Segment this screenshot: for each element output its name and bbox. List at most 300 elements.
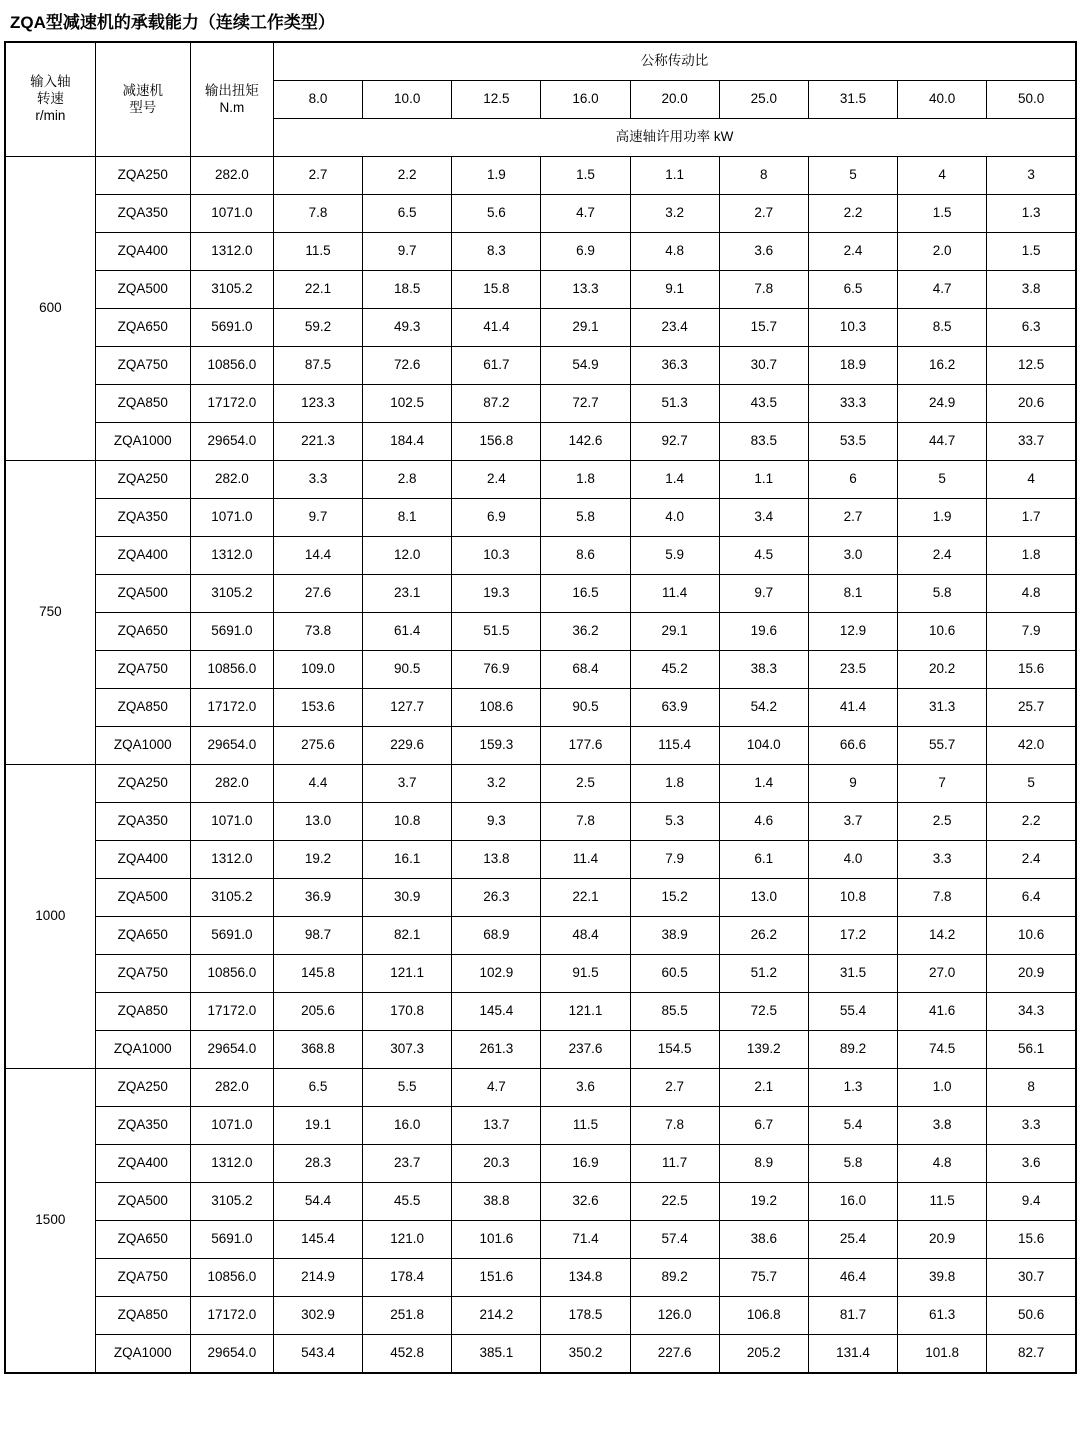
power-cell: 6.9 bbox=[541, 233, 630, 271]
power-cell: 10.8 bbox=[808, 879, 897, 917]
power-cell: 81.7 bbox=[808, 1297, 897, 1335]
power-cell: 3.7 bbox=[363, 765, 452, 803]
power-cell: 23.7 bbox=[363, 1145, 452, 1183]
table-row bbox=[5, 955, 1076, 993]
power-cell: 31.5 bbox=[808, 955, 897, 993]
header-model bbox=[95, 42, 190, 157]
power-cell: 3.3 bbox=[898, 841, 987, 879]
power-cell: 2.7 bbox=[719, 195, 808, 233]
power-cell: 33.7 bbox=[987, 423, 1076, 461]
power-cell: 16.0 bbox=[808, 1183, 897, 1221]
table-row bbox=[5, 1183, 1076, 1221]
power-cell: 3.8 bbox=[898, 1107, 987, 1145]
power-cell: 51.2 bbox=[719, 955, 808, 993]
power-cell: 50.6 bbox=[987, 1297, 1076, 1335]
power-cell: 33.3 bbox=[808, 385, 897, 423]
torque-cell: 282.0 bbox=[190, 1069, 273, 1107]
torque-cell: 3105.2 bbox=[190, 575, 273, 613]
power-cell: 6.5 bbox=[808, 271, 897, 309]
power-cell: 20.2 bbox=[898, 651, 987, 689]
power-cell: 14.4 bbox=[273, 537, 362, 575]
power-cell: 8.1 bbox=[808, 575, 897, 613]
power-cell: 6.3 bbox=[987, 309, 1076, 347]
power-cell: 139.2 bbox=[719, 1031, 808, 1069]
header-output-torque-line2: N.m bbox=[219, 99, 245, 115]
power-cell: 1.9 bbox=[898, 499, 987, 537]
power-cell: 11.5 bbox=[541, 1107, 630, 1145]
model-cell: ZQA650 bbox=[95, 1221, 190, 1259]
table-row bbox=[5, 613, 1076, 651]
power-cell: 121.1 bbox=[363, 955, 452, 993]
power-cell: 32.6 bbox=[541, 1183, 630, 1221]
power-cell: 92.7 bbox=[630, 423, 719, 461]
power-cell: 2.4 bbox=[898, 537, 987, 575]
power-cell: 156.8 bbox=[452, 423, 541, 461]
power-cell: 2.5 bbox=[898, 803, 987, 841]
model-cell: ZQA350 bbox=[95, 1107, 190, 1145]
torque-cell: 1312.0 bbox=[190, 1145, 273, 1183]
power-cell: 6.9 bbox=[452, 499, 541, 537]
model-cell: ZQA850 bbox=[95, 689, 190, 727]
torque-cell: 1312.0 bbox=[190, 537, 273, 575]
table-row bbox=[5, 879, 1076, 917]
torque-cell: 29654.0 bbox=[190, 727, 273, 765]
power-cell: 145.4 bbox=[452, 993, 541, 1031]
model-cell: ZQA500 bbox=[95, 879, 190, 917]
power-cell: 55.4 bbox=[808, 993, 897, 1031]
torque-cell: 10856.0 bbox=[190, 651, 273, 689]
torque-cell: 29654.0 bbox=[190, 423, 273, 461]
model-cell: ZQA1000 bbox=[95, 1335, 190, 1374]
power-cell: 31.3 bbox=[898, 689, 987, 727]
power-cell: 98.7 bbox=[273, 917, 362, 955]
power-cell: 4 bbox=[898, 157, 987, 195]
power-cell: 11.5 bbox=[273, 233, 362, 271]
torque-cell: 1071.0 bbox=[190, 195, 273, 233]
table-row bbox=[5, 765, 1076, 803]
power-cell: 9.1 bbox=[630, 271, 719, 309]
table-row bbox=[5, 1297, 1076, 1335]
power-cell: 90.5 bbox=[363, 651, 452, 689]
power-cell: 90.5 bbox=[541, 689, 630, 727]
power-cell: 3.6 bbox=[719, 233, 808, 271]
power-cell: 2.7 bbox=[630, 1069, 719, 1107]
power-cell: 101.8 bbox=[898, 1335, 987, 1374]
power-cell: 4 bbox=[987, 461, 1076, 499]
table-row bbox=[5, 1107, 1076, 1145]
torque-cell: 282.0 bbox=[190, 765, 273, 803]
table-row bbox=[5, 1221, 1076, 1259]
power-cell: 41.6 bbox=[898, 993, 987, 1031]
power-cell: 19.2 bbox=[719, 1183, 808, 1221]
power-cell: 5 bbox=[808, 157, 897, 195]
power-cell: 14.2 bbox=[898, 917, 987, 955]
table-row bbox=[5, 309, 1076, 347]
power-cell: 9.3 bbox=[452, 803, 541, 841]
model-cell: ZQA650 bbox=[95, 309, 190, 347]
power-cell: 5 bbox=[898, 461, 987, 499]
power-cell: 3.8 bbox=[987, 271, 1076, 309]
power-cell: 60.5 bbox=[630, 955, 719, 993]
power-cell: 3.3 bbox=[273, 461, 362, 499]
power-cell: 68.9 bbox=[452, 917, 541, 955]
header-row-group bbox=[5, 42, 1076, 81]
power-cell: 10.3 bbox=[452, 537, 541, 575]
power-cell: 16.5 bbox=[541, 575, 630, 613]
table-row bbox=[5, 917, 1076, 955]
power-cell: 1.5 bbox=[898, 195, 987, 233]
model-cell: ZQA250 bbox=[95, 1069, 190, 1107]
power-cell: 10.6 bbox=[987, 917, 1076, 955]
power-cell: 36.2 bbox=[541, 613, 630, 651]
torque-cell: 5691.0 bbox=[190, 613, 273, 651]
header-power-note: 高速轴许用功率 kW bbox=[273, 119, 1076, 157]
power-cell: 51.3 bbox=[630, 385, 719, 423]
power-cell: 19.6 bbox=[719, 613, 808, 651]
power-cell: 109.0 bbox=[273, 651, 362, 689]
power-cell: 8 bbox=[987, 1069, 1076, 1107]
power-cell: 22.1 bbox=[541, 879, 630, 917]
power-cell: 20.6 bbox=[987, 385, 1076, 423]
power-cell: 2.2 bbox=[987, 803, 1076, 841]
power-cell: 13.8 bbox=[452, 841, 541, 879]
power-cell: 36.9 bbox=[273, 879, 362, 917]
power-cell: 23.4 bbox=[630, 309, 719, 347]
power-cell: 11.4 bbox=[630, 575, 719, 613]
header-ratio-20: 20.0 bbox=[630, 81, 719, 119]
power-cell: 38.8 bbox=[452, 1183, 541, 1221]
power-cell: 43.5 bbox=[719, 385, 808, 423]
power-cell: 307.3 bbox=[363, 1031, 452, 1069]
power-cell: 27.0 bbox=[898, 955, 987, 993]
power-cell: 1.1 bbox=[630, 157, 719, 195]
table-row bbox=[5, 271, 1076, 309]
power-cell: 145.4 bbox=[273, 1221, 362, 1259]
power-cell: 115.4 bbox=[630, 727, 719, 765]
table-row bbox=[5, 385, 1076, 423]
power-cell: 214.9 bbox=[273, 1259, 362, 1297]
table-row bbox=[5, 233, 1076, 271]
power-cell: 23.1 bbox=[363, 575, 452, 613]
power-cell: 5.8 bbox=[898, 575, 987, 613]
power-cell: 4.0 bbox=[808, 841, 897, 879]
power-cell: 26.2 bbox=[719, 917, 808, 955]
power-cell: 15.2 bbox=[630, 879, 719, 917]
power-cell: 6.5 bbox=[273, 1069, 362, 1107]
header-ratio-12-5: 12.5 bbox=[452, 81, 541, 119]
power-cell: 10.3 bbox=[808, 309, 897, 347]
power-cell: 7.8 bbox=[719, 271, 808, 309]
power-cell: 145.8 bbox=[273, 955, 362, 993]
power-cell: 29.1 bbox=[630, 613, 719, 651]
power-cell: 261.3 bbox=[452, 1031, 541, 1069]
power-cell: 126.0 bbox=[630, 1297, 719, 1335]
power-cell: 15.6 bbox=[987, 1221, 1076, 1259]
power-cell: 205.6 bbox=[273, 993, 362, 1031]
power-cell: 170.8 bbox=[363, 993, 452, 1031]
power-cell: 10.8 bbox=[363, 803, 452, 841]
model-cell: ZQA500 bbox=[95, 1183, 190, 1221]
power-cell: 8.1 bbox=[363, 499, 452, 537]
power-cell: 2.2 bbox=[808, 195, 897, 233]
power-cell: 1.7 bbox=[987, 499, 1076, 537]
header-ratio-25: 25.0 bbox=[719, 81, 808, 119]
power-cell: 41.4 bbox=[452, 309, 541, 347]
power-cell: 44.7 bbox=[898, 423, 987, 461]
torque-cell: 1312.0 bbox=[190, 841, 273, 879]
power-cell: 1.3 bbox=[987, 195, 1076, 233]
power-cell: 38.6 bbox=[719, 1221, 808, 1259]
power-cell: 26.3 bbox=[452, 879, 541, 917]
power-cell: 15.6 bbox=[987, 651, 1076, 689]
power-cell: 49.3 bbox=[363, 309, 452, 347]
header-input-speed-line3: r/min bbox=[35, 107, 66, 123]
power-cell: 5.4 bbox=[808, 1107, 897, 1145]
power-cell: 38.3 bbox=[719, 651, 808, 689]
power-cell: 61.4 bbox=[363, 613, 452, 651]
power-cell: 9.7 bbox=[273, 499, 362, 537]
power-cell: 123.3 bbox=[273, 385, 362, 423]
power-cell: 55.7 bbox=[898, 727, 987, 765]
power-cell: 3.2 bbox=[452, 765, 541, 803]
power-cell: 38.9 bbox=[630, 917, 719, 955]
torque-cell: 17172.0 bbox=[190, 689, 273, 727]
model-cell: ZQA850 bbox=[95, 1297, 190, 1335]
torque-cell: 282.0 bbox=[190, 461, 273, 499]
power-cell: 82.7 bbox=[987, 1335, 1076, 1374]
power-cell: 4.8 bbox=[630, 233, 719, 271]
power-cell: 178.4 bbox=[363, 1259, 452, 1297]
power-cell: 83.5 bbox=[719, 423, 808, 461]
power-cell: 16.2 bbox=[898, 347, 987, 385]
power-cell: 2.2 bbox=[363, 157, 452, 195]
header-ratio-16: 16.0 bbox=[541, 81, 630, 119]
power-cell: 48.4 bbox=[541, 917, 630, 955]
power-cell: 4.5 bbox=[719, 537, 808, 575]
power-cell: 385.1 bbox=[452, 1335, 541, 1374]
power-cell: 18.5 bbox=[363, 271, 452, 309]
torque-cell: 10856.0 bbox=[190, 347, 273, 385]
power-cell: 16.0 bbox=[363, 1107, 452, 1145]
power-cell: 4.7 bbox=[898, 271, 987, 309]
power-cell: 2.5 bbox=[541, 765, 630, 803]
power-cell: 214.2 bbox=[452, 1297, 541, 1335]
table-row bbox=[5, 537, 1076, 575]
power-cell: 87.2 bbox=[452, 385, 541, 423]
power-cell: 251.8 bbox=[363, 1297, 452, 1335]
power-cell: 24.9 bbox=[898, 385, 987, 423]
power-cell: 142.6 bbox=[541, 423, 630, 461]
power-cell: 1.4 bbox=[719, 765, 808, 803]
header-ratio-50: 50.0 bbox=[987, 81, 1076, 119]
power-cell: 87.5 bbox=[273, 347, 362, 385]
model-cell: ZQA250 bbox=[95, 157, 190, 195]
power-cell: 7 bbox=[898, 765, 987, 803]
power-cell: 73.8 bbox=[273, 613, 362, 651]
power-cell: 229.6 bbox=[363, 727, 452, 765]
torque-cell: 17172.0 bbox=[190, 1297, 273, 1335]
power-cell: 4.7 bbox=[541, 195, 630, 233]
power-cell: 4.4 bbox=[273, 765, 362, 803]
power-cell: 76.9 bbox=[452, 651, 541, 689]
header-model-line2: 型号 bbox=[129, 99, 157, 115]
model-cell: ZQA750 bbox=[95, 347, 190, 385]
table-row bbox=[5, 1069, 1076, 1107]
model-cell: ZQA850 bbox=[95, 993, 190, 1031]
torque-cell: 5691.0 bbox=[190, 917, 273, 955]
power-cell: 20.9 bbox=[898, 1221, 987, 1259]
table-head bbox=[5, 42, 1076, 157]
header-ratio-group: 公称传动比 bbox=[273, 42, 1076, 81]
torque-cell: 5691.0 bbox=[190, 309, 273, 347]
table-row bbox=[5, 1031, 1076, 1069]
model-cell: ZQA350 bbox=[95, 803, 190, 841]
power-cell: 104.0 bbox=[719, 727, 808, 765]
power-cell: 7.9 bbox=[987, 613, 1076, 651]
header-ratio-40: 40.0 bbox=[898, 81, 987, 119]
power-cell: 151.6 bbox=[452, 1259, 541, 1297]
power-cell: 10.6 bbox=[898, 613, 987, 651]
power-cell: 36.3 bbox=[630, 347, 719, 385]
power-cell: 34.3 bbox=[987, 993, 1076, 1031]
power-cell: 2.4 bbox=[808, 233, 897, 271]
table-row bbox=[5, 1259, 1076, 1297]
power-cell: 6.1 bbox=[719, 841, 808, 879]
power-cell: 2.4 bbox=[987, 841, 1076, 879]
power-cell: 108.6 bbox=[452, 689, 541, 727]
power-cell: 30.9 bbox=[363, 879, 452, 917]
torque-cell: 1071.0 bbox=[190, 803, 273, 841]
torque-cell: 10856.0 bbox=[190, 955, 273, 993]
power-cell: 9.7 bbox=[363, 233, 452, 271]
power-cell: 61.3 bbox=[898, 1297, 987, 1335]
table-row bbox=[5, 651, 1076, 689]
power-cell: 28.3 bbox=[273, 1145, 362, 1183]
power-cell: 8.6 bbox=[541, 537, 630, 575]
power-cell: 19.2 bbox=[273, 841, 362, 879]
power-cell: 1.8 bbox=[541, 461, 630, 499]
power-cell: 8.3 bbox=[452, 233, 541, 271]
power-cell: 61.7 bbox=[452, 347, 541, 385]
speed-group-cell: 1500 bbox=[5, 1069, 95, 1374]
power-cell: 1.5 bbox=[987, 233, 1076, 271]
power-cell: 5.9 bbox=[630, 537, 719, 575]
power-cell: 1.3 bbox=[808, 1069, 897, 1107]
power-cell: 2.7 bbox=[273, 157, 362, 195]
power-cell: 159.3 bbox=[452, 727, 541, 765]
power-cell: 3.2 bbox=[630, 195, 719, 233]
header-ratio-10: 10.0 bbox=[363, 81, 452, 119]
power-cell: 8.9 bbox=[719, 1145, 808, 1183]
power-cell: 7.8 bbox=[630, 1107, 719, 1145]
power-cell: 302.9 bbox=[273, 1297, 362, 1335]
power-cell: 23.5 bbox=[808, 651, 897, 689]
power-cell: 237.6 bbox=[541, 1031, 630, 1069]
torque-cell: 5691.0 bbox=[190, 1221, 273, 1259]
power-cell: 54.2 bbox=[719, 689, 808, 727]
power-cell: 227.6 bbox=[630, 1335, 719, 1374]
header-output-torque bbox=[190, 42, 273, 157]
power-cell: 221.3 bbox=[273, 423, 362, 461]
power-cell: 30.7 bbox=[719, 347, 808, 385]
speed-group-cell: 750 bbox=[5, 461, 95, 765]
power-cell: 9.7 bbox=[719, 575, 808, 613]
power-cell: 18.9 bbox=[808, 347, 897, 385]
power-cell: 4.7 bbox=[452, 1069, 541, 1107]
power-cell: 13.0 bbox=[273, 803, 362, 841]
header-ratio-31-5: 31.5 bbox=[808, 81, 897, 119]
power-cell: 3.4 bbox=[719, 499, 808, 537]
table-row bbox=[5, 461, 1076, 499]
power-cell: 5.5 bbox=[363, 1069, 452, 1107]
power-cell: 45.5 bbox=[363, 1183, 452, 1221]
power-cell: 3.6 bbox=[987, 1145, 1076, 1183]
power-cell: 7.8 bbox=[273, 195, 362, 233]
power-cell: 57.4 bbox=[630, 1221, 719, 1259]
power-cell: 1.0 bbox=[898, 1069, 987, 1107]
power-cell: 5.8 bbox=[808, 1145, 897, 1183]
power-cell: 66.6 bbox=[808, 727, 897, 765]
torque-cell: 29654.0 bbox=[190, 1031, 273, 1069]
power-cell: 85.5 bbox=[630, 993, 719, 1031]
power-cell: 19.3 bbox=[452, 575, 541, 613]
model-cell: ZQA750 bbox=[95, 955, 190, 993]
table-row bbox=[5, 347, 1076, 385]
power-cell: 7.9 bbox=[630, 841, 719, 879]
power-cell: 22.1 bbox=[273, 271, 362, 309]
page-title: ZQA型减速机的承载能力（连续工作类型） bbox=[10, 13, 335, 32]
torque-cell: 29654.0 bbox=[190, 1335, 273, 1374]
power-cell: 3.7 bbox=[808, 803, 897, 841]
power-cell: 12.5 bbox=[987, 347, 1076, 385]
table-body bbox=[5, 157, 1076, 1374]
model-cell: ZQA500 bbox=[95, 271, 190, 309]
torque-cell: 3105.2 bbox=[190, 1183, 273, 1221]
power-cell: 2.8 bbox=[363, 461, 452, 499]
power-cell: 102.9 bbox=[452, 955, 541, 993]
power-cell: 1.8 bbox=[630, 765, 719, 803]
power-cell: 4.8 bbox=[898, 1145, 987, 1183]
table-row bbox=[5, 575, 1076, 613]
power-cell: 20.3 bbox=[452, 1145, 541, 1183]
power-cell: 11.4 bbox=[541, 841, 630, 879]
model-cell: ZQA1000 bbox=[95, 423, 190, 461]
table-row bbox=[5, 195, 1076, 233]
table-row bbox=[5, 803, 1076, 841]
model-cell: ZQA750 bbox=[95, 1259, 190, 1297]
power-cell: 102.5 bbox=[363, 385, 452, 423]
torque-cell: 1071.0 bbox=[190, 1107, 273, 1145]
power-cell: 13.3 bbox=[541, 271, 630, 309]
power-cell: 8 bbox=[719, 157, 808, 195]
power-cell: 39.8 bbox=[898, 1259, 987, 1297]
power-cell: 91.5 bbox=[541, 955, 630, 993]
header-input-speed bbox=[5, 42, 95, 157]
model-cell: ZQA750 bbox=[95, 651, 190, 689]
table-row bbox=[5, 993, 1076, 1031]
power-cell: 7.8 bbox=[898, 879, 987, 917]
torque-cell: 17172.0 bbox=[190, 993, 273, 1031]
model-cell: ZQA400 bbox=[95, 841, 190, 879]
power-cell: 3 bbox=[987, 157, 1076, 195]
power-cell: 89.2 bbox=[630, 1259, 719, 1297]
model-cell: ZQA650 bbox=[95, 613, 190, 651]
torque-cell: 3105.2 bbox=[190, 879, 273, 917]
power-cell: 3.3 bbox=[987, 1107, 1076, 1145]
table-row bbox=[5, 1145, 1076, 1183]
power-cell: 3.0 bbox=[808, 537, 897, 575]
power-cell: 5.6 bbox=[452, 195, 541, 233]
